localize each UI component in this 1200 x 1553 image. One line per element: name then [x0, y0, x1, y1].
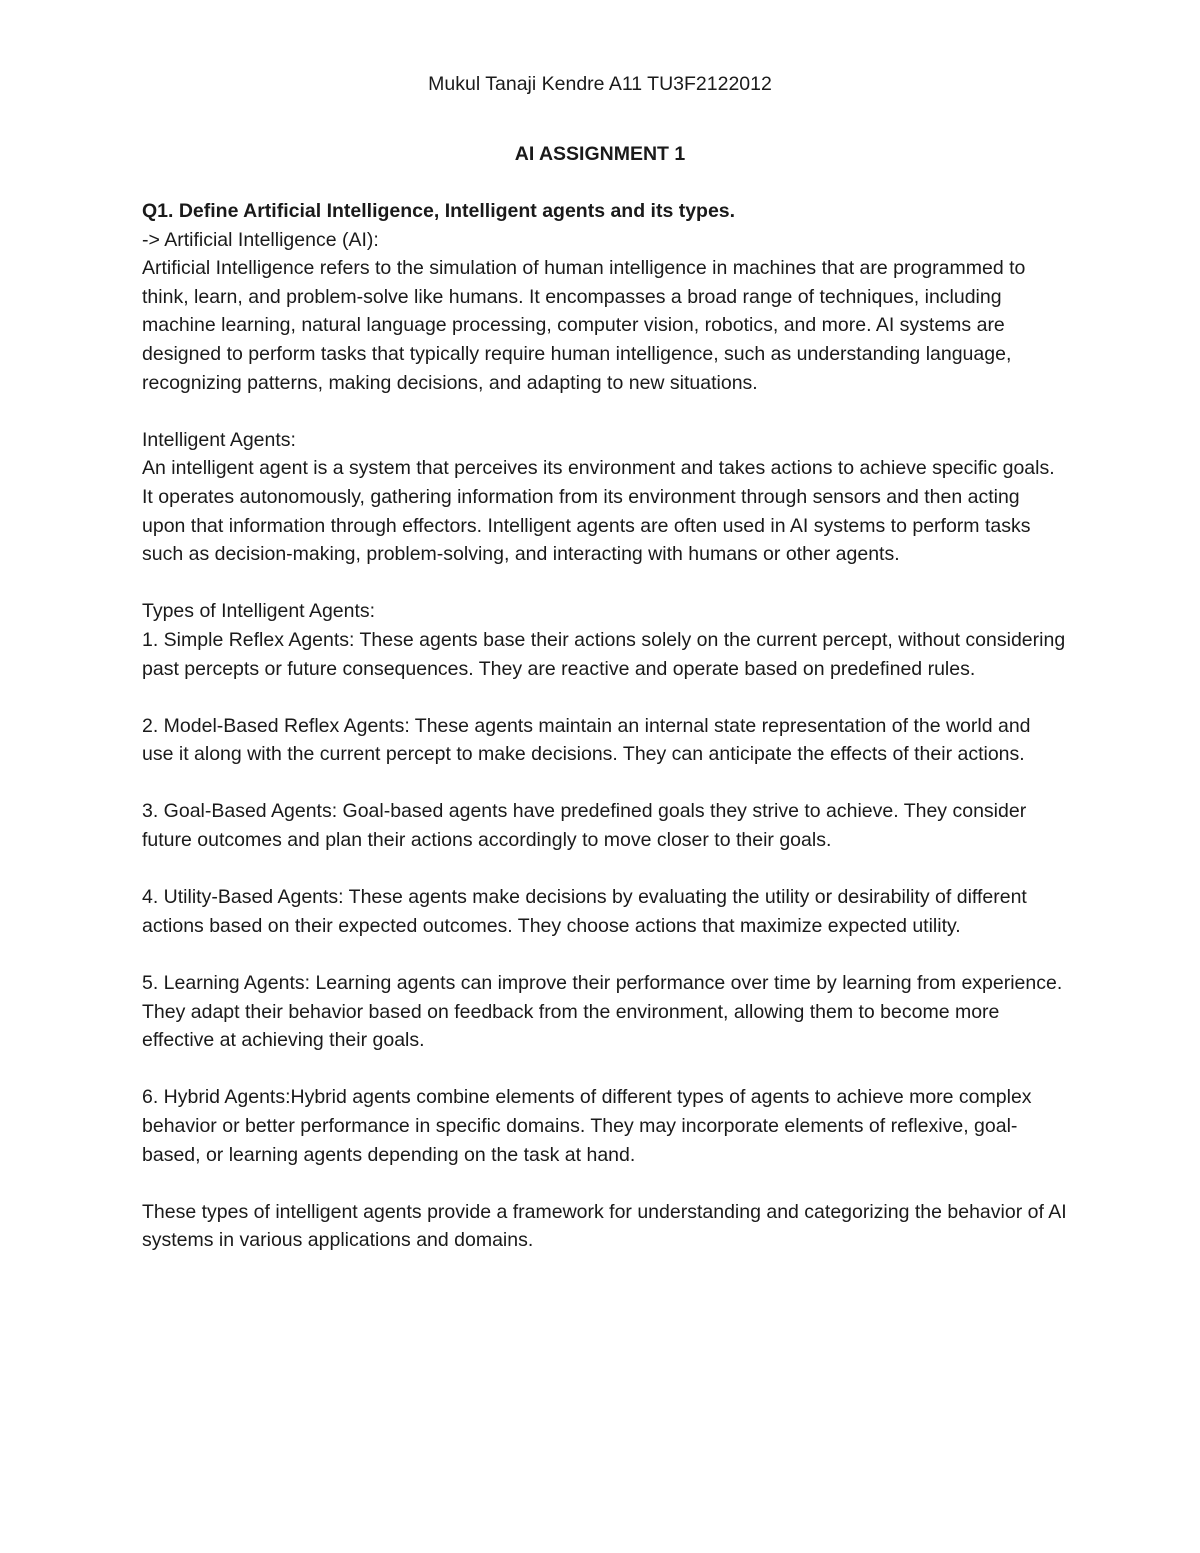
agent-type-item: 4. Utility-Based Agents: These agents make decisions by evaluating the utility or desirability of different actions based on their expected outcomes. They choose actions that maximize expected utility.	[142, 886, 1027, 937]
paragraph-gap	[142, 855, 1067, 884]
paragraph-gap	[142, 1055, 1067, 1084]
paragraph-gap	[142, 1169, 1067, 1198]
answer-intro: -> Artificial Intelligence (AI):	[142, 228, 379, 251]
document-body	[142, 197, 1067, 1255]
agent-type-item: 3. Goal-Based Agents: Goal-based agents have predefined goals they strive to achieve. They consider future outcomes and plan their actions accordingly to move closer to their goals.	[142, 800, 1027, 852]
page-title: AI ASSIGNMENT 1	[514, 143, 686, 165]
agent-type-item: 1. Simple Reflex Agents: These agents base their actions solely on the current percept, without considering past percepts or future consequences. They are reactive and operate based on predefined rules.	[142, 628, 1066, 680]
paragraph-gap	[142, 397, 1067, 426]
paragraph-gap	[142, 569, 1067, 598]
author-line: Mukul Tanaji Kendre A11 TU3F2122012	[428, 73, 772, 95]
conclusion-paragraph: These types of intelligent agents provide a framework for understanding and categorizing the behavior of AI systems in various applications and domains.	[142, 1200, 1067, 1252]
ai-definition-paragraph: Artificial Intelligence refers to the simulation of human intelligence in machines that are programmed to think, learn, and problem-solve like humans. It encompasses a broad range of techniques, including machine learning, natural language processing, computer vision, robotics, and more. AI systems are designed to perform tasks that typically require human intelligence, such as understanding language, recognizing patterns, making decisions, and adapting to new situations.	[142, 257, 1026, 394]
paragraph-gap	[142, 940, 1067, 969]
agents-heading: Intelligent Agents:	[142, 428, 296, 451]
agents-definition-paragraph: An intelligent agent is a system that perceives its environment and takes actions to achieve specific goals. It operates autonomously, gathering information from its environment through sensors and then acting upon that information through effectors. Intelligent agents are often used in AI systems to perform tasks such as decision-making, problem-solving, and interacting with humans or other agents.	[142, 457, 1055, 566]
question-heading: Q1. Define Artificial Intelligence, Intelligent agents and its types.	[142, 200, 736, 222]
types-heading: Types of Intelligent Agents:	[142, 600, 376, 623]
agent-type-item: 5. Learning Agents: Learning agents can improve their performance over time by learning from experience. They adapt their behavior based on feedback from the environment, allowing them to become more effective at achieving their goals.	[142, 972, 1063, 1052]
paragraph-gap	[142, 769, 1067, 798]
agent-type-item: 2. Model-Based Reflex Agents: These agents maintain an internal state representation of the world and use it along with the current percept to make decisions. They can anticipate the effects of their actions.	[142, 714, 1031, 766]
agent-type-item: 6. Hybrid Agents:Hybrid agents combine elements of different types of agents to achieve more complex behavior or better performance in specific domains. They may incorporate elements of reflexive, goal-based, or learning agents depending on the task at hand.	[142, 1086, 1032, 1166]
paragraph-gap	[142, 683, 1067, 712]
